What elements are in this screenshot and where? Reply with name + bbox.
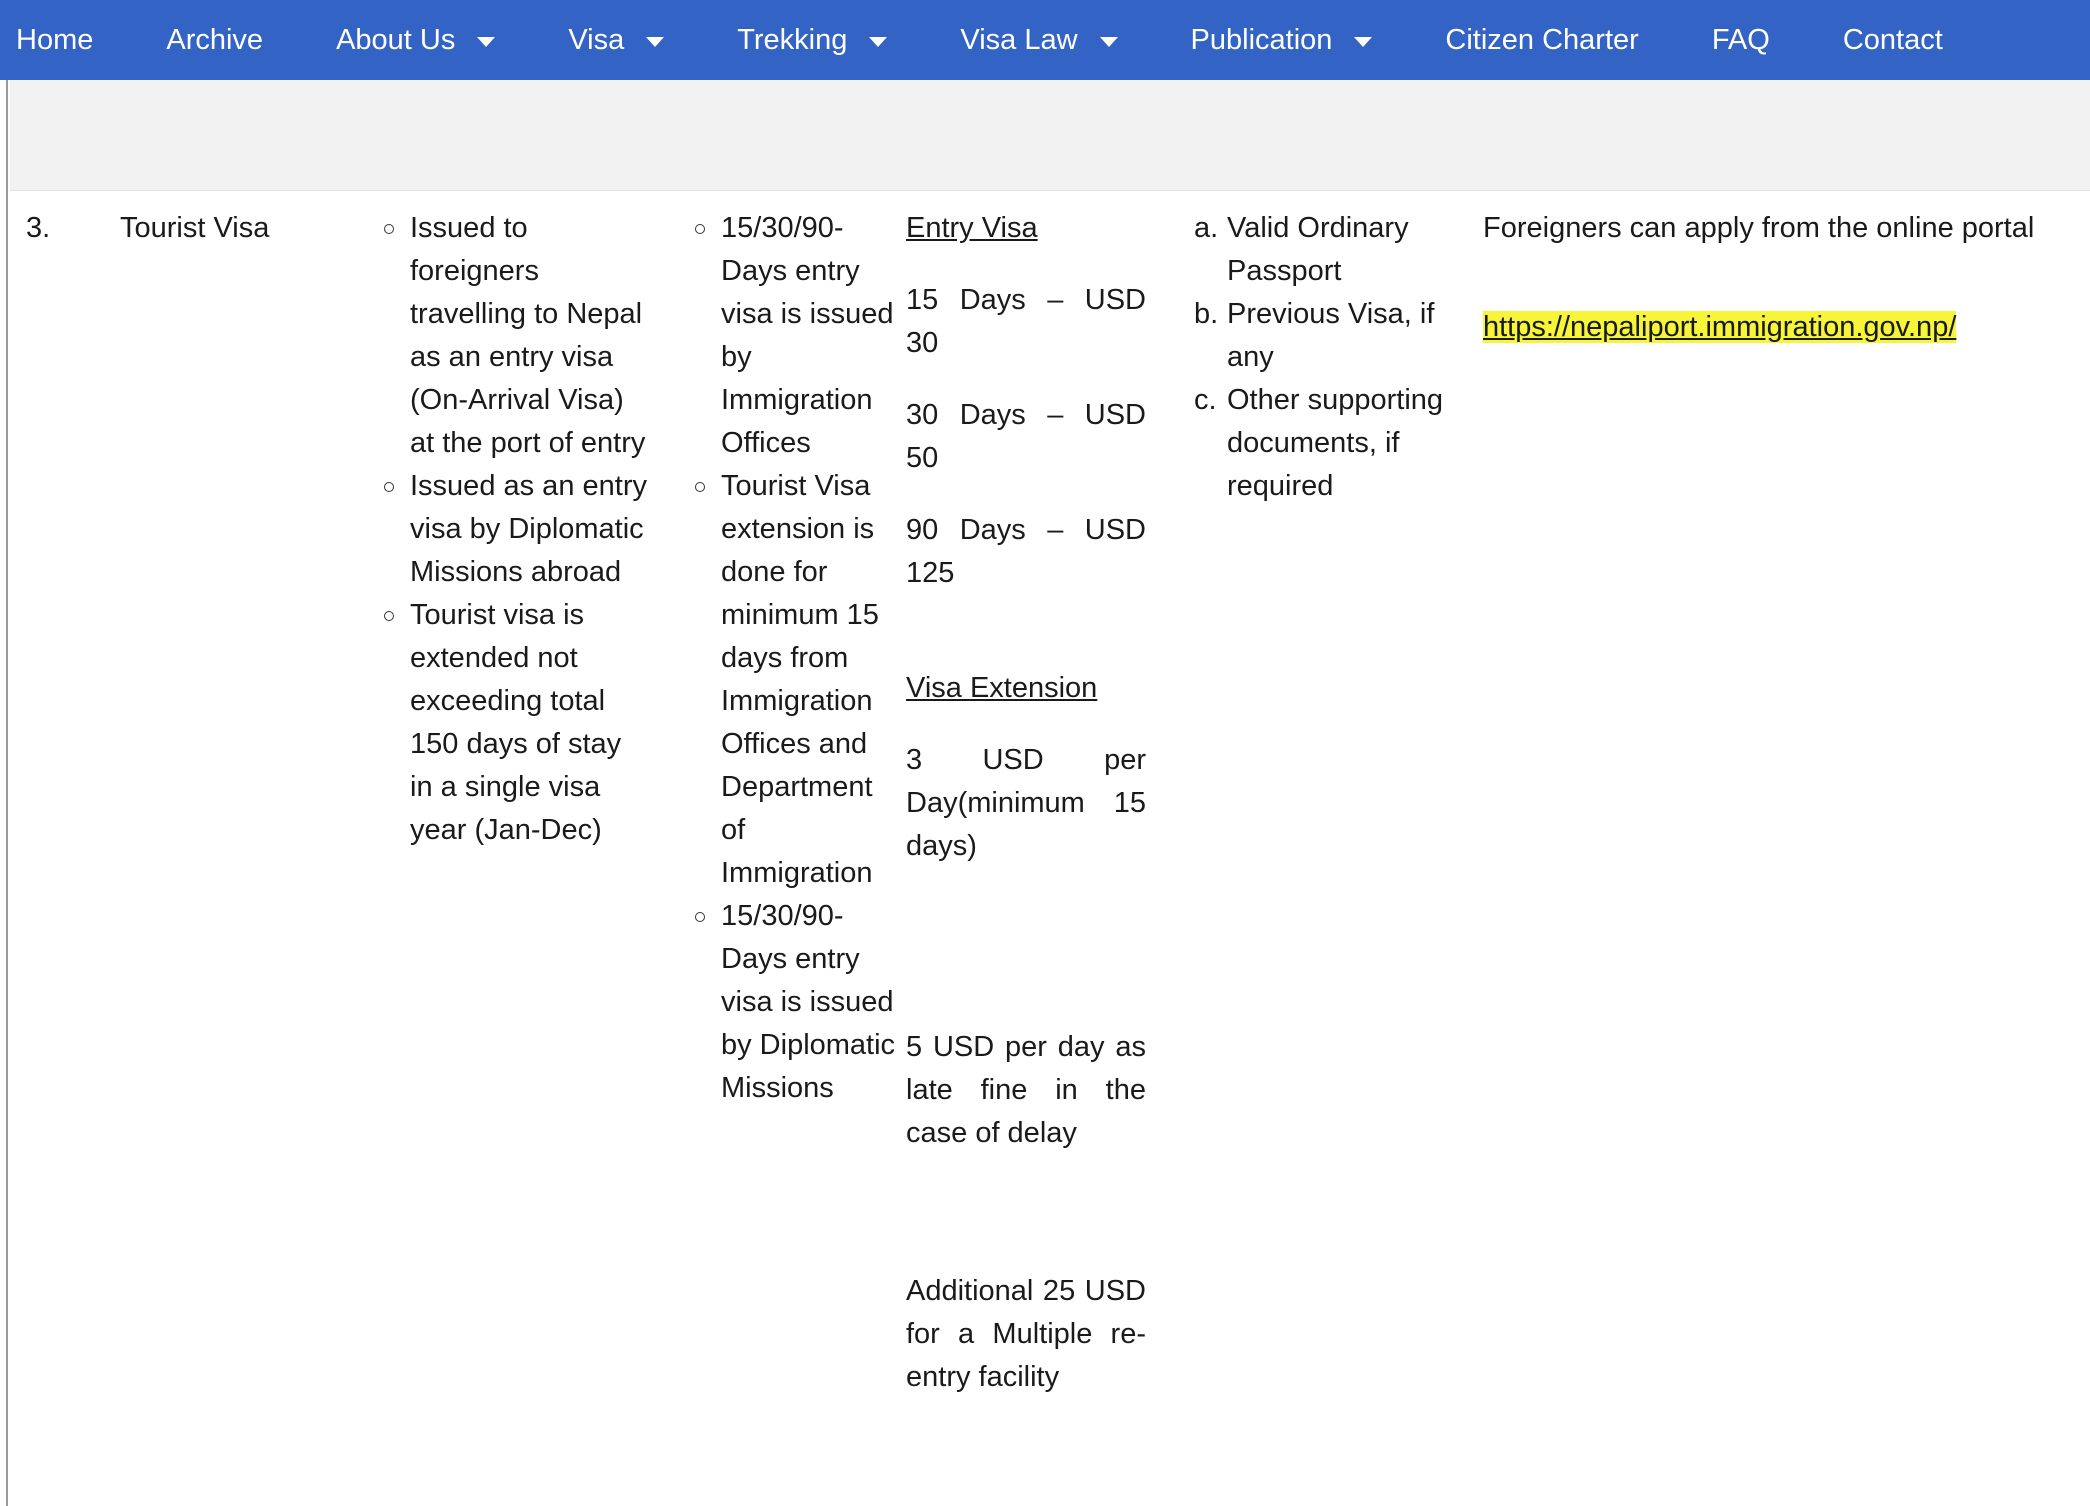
apply-note: Foreigners can apply from the online portal bbox=[1483, 212, 2035, 244]
nav-visa-label: Visa bbox=[568, 23, 625, 56]
nav-contact[interactable] bbox=[1843, 24, 1943, 57]
visa-type-name: Tourist Visa bbox=[120, 212, 270, 244]
caret-down-icon bbox=[869, 37, 887, 47]
nav-contact-label: Contact bbox=[1842, 23, 1943, 56]
late-fine: 5 USD per day as late fine in the case of delay bbox=[906, 1031, 1146, 1149]
list-item: Issued as an entry visa by Diplomatic Missions abroad bbox=[410, 465, 650, 594]
caret-down-icon bbox=[1354, 37, 1372, 47]
visa-fees-cell bbox=[906, 207, 1146, 1399]
visa-table bbox=[6, 80, 2090, 1506]
list-item bbox=[1194, 379, 1464, 508]
nav-citizen-charter[interactable] bbox=[1445, 24, 1638, 57]
nav-archive[interactable] bbox=[166, 24, 263, 57]
extension-rate: 3 USD per Day(minimum 15 days) bbox=[906, 744, 1146, 862]
nav-about-us[interactable] bbox=[336, 24, 495, 57]
issuance-list bbox=[721, 207, 896, 1110]
list-item: Tourist Visa extension is done for minimum 15 days from Immigration Offices and Department of Immigration bbox=[721, 465, 896, 895]
nav-home[interactable] bbox=[16, 24, 93, 57]
visa-description-cell bbox=[410, 207, 650, 852]
top-navbar bbox=[0, 0, 2090, 80]
fee-30-days: 30 Days – USD 50 bbox=[906, 399, 1146, 474]
visa-issuance-cell bbox=[721, 207, 896, 1110]
entry-visa-heading: Entry Visa bbox=[906, 212, 1038, 244]
list-marker: c. bbox=[1194, 384, 1217, 416]
document-text: Other supporting documents, if required bbox=[1227, 384, 1444, 502]
visa-extension-heading: Visa Extension bbox=[906, 672, 1098, 704]
list-item: Issued to foreigners travelling to Nepal as an entry visa (On-Arrival Visa) at the port of entry bbox=[410, 207, 650, 465]
nav-trekking-label: Trekking bbox=[737, 23, 848, 56]
table-header-band bbox=[10, 80, 2090, 191]
nav-home-label: Home bbox=[16, 23, 94, 56]
list-item bbox=[1194, 207, 1464, 293]
caret-down-icon bbox=[1100, 37, 1118, 47]
document-text: Valid Ordinary Passport bbox=[1227, 212, 1409, 287]
multiple-entry-fee: Additional 25 USD for a Multiple re-entry facility bbox=[906, 1275, 1146, 1393]
description-list bbox=[410, 207, 650, 852]
nav-publication[interactable] bbox=[1191, 24, 1373, 57]
list-item: Tourist visa is extended not exceeding total 150 days of stay in a single visa year (Jan-Dec) bbox=[410, 594, 650, 852]
nav-trekking[interactable] bbox=[737, 24, 887, 57]
nav-faq-label: FAQ bbox=[1711, 23, 1770, 56]
nav-visa-law-label: Visa Law bbox=[960, 23, 1078, 56]
serial-number: 3. bbox=[26, 212, 51, 244]
nav-visa[interactable] bbox=[568, 24, 664, 57]
online-portal-link[interactable]: https://nepaliport.immigration.gov.np/ bbox=[1483, 311, 1957, 343]
fee-15-days: 15 Days – USD 30 bbox=[906, 284, 1146, 359]
list-item bbox=[1194, 293, 1464, 379]
list-item: 15/30/90-Days entry visa is issued by Diplomatic Missions bbox=[721, 895, 896, 1110]
document-text: Previous Visa, if any bbox=[1227, 298, 1435, 373]
list-item: 15/30/90-Days entry visa is issued by Immigration Offices bbox=[721, 207, 896, 465]
list-marker: a. bbox=[1194, 212, 1219, 244]
caret-down-icon bbox=[646, 37, 664, 47]
nav-archive-label: Archive bbox=[166, 23, 264, 56]
nav-citizen-charter-label: Citizen Charter bbox=[1445, 23, 1639, 56]
apply-cell bbox=[1483, 207, 2083, 349]
nav-faq[interactable] bbox=[1712, 24, 1770, 57]
nav-visa-law[interactable] bbox=[960, 24, 1117, 57]
caret-down-icon bbox=[477, 37, 495, 47]
nav-about-us-label: About Us bbox=[336, 23, 456, 56]
fee-90-days: 90 Days – USD 125 bbox=[906, 514, 1146, 589]
list-marker: b. bbox=[1194, 298, 1219, 330]
nav-publication-label: Publication bbox=[1190, 23, 1333, 56]
required-documents-cell bbox=[1194, 207, 1464, 508]
documents-list bbox=[1194, 207, 1464, 508]
